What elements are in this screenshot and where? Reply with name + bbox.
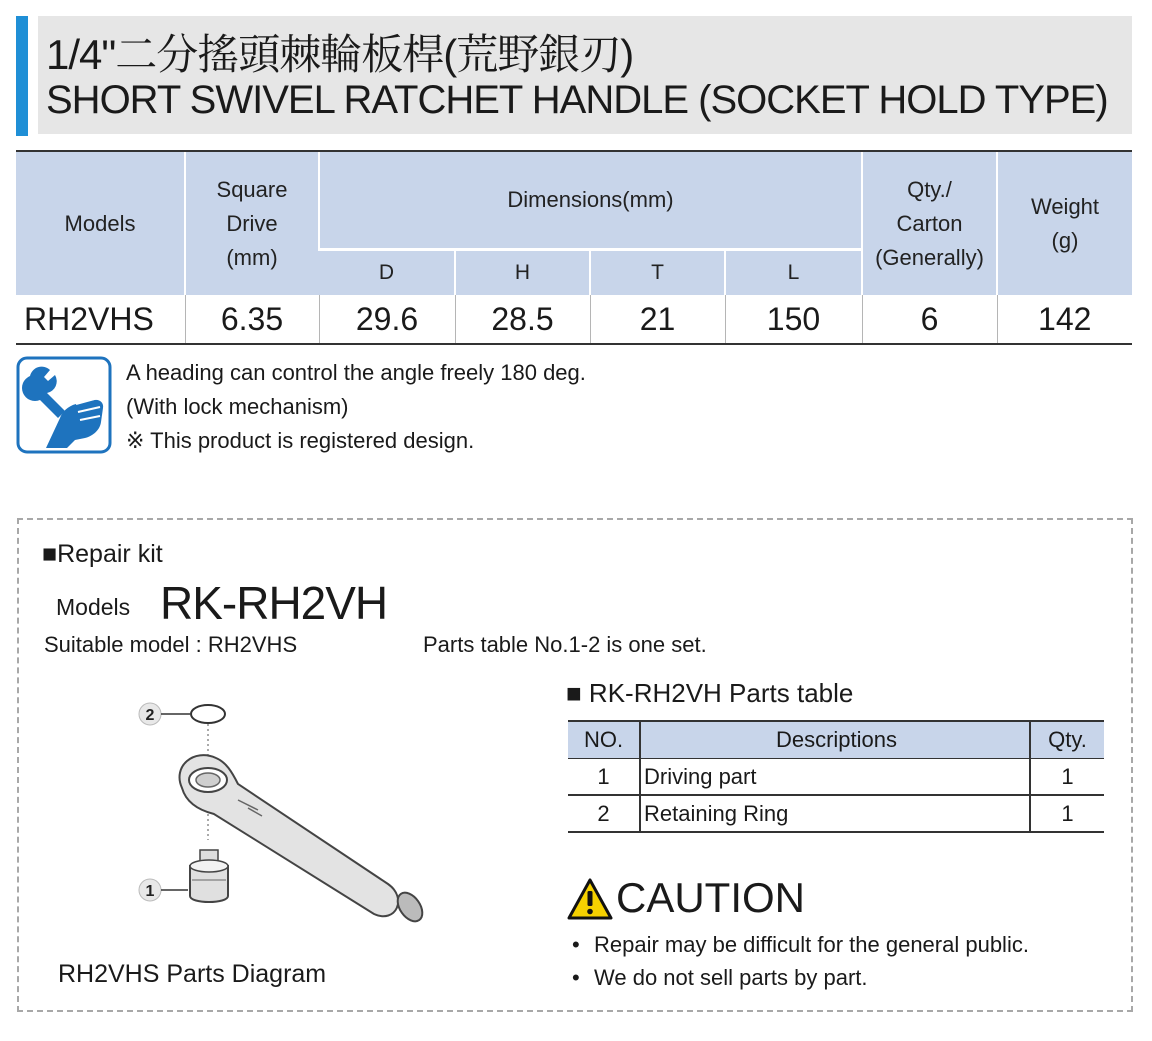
header-square-drive: Square Drive (mm) — [185, 151, 319, 295]
feature-description — [126, 356, 586, 458]
part-description: Retaining Ring — [640, 795, 1030, 832]
header-models: Models — [16, 151, 185, 295]
part-qty: 1 — [1030, 795, 1104, 832]
suitable-model: Suitable model : RH2VHS — [44, 632, 298, 657]
cell-dim-t: 21 — [590, 295, 725, 344]
product-title-english: SHORT SWIVEL RATCHET HANDLE (SOCKET HOLD TYPE) — [46, 78, 1108, 122]
header-weight: Weight (g) — [997, 151, 1132, 295]
callout-1: 1 — [145, 883, 155, 900]
repair-models-label: Models — [56, 594, 131, 620]
parts-table-heading: ■ RK-RH2VH Parts table — [566, 678, 854, 708]
feature-line: ※ This product is registered design. — [126, 428, 475, 453]
callout-2: 2 — [145, 707, 155, 724]
parts-header-descriptions: Descriptions — [640, 721, 1030, 759]
header-dim-t: T — [590, 250, 725, 296]
parts-set-note: Parts table No.1-2 is one set. — [423, 632, 707, 657]
driving-part — [190, 850, 228, 902]
spec-table — [16, 150, 1132, 345]
feature-line: (With lock mechanism) — [126, 394, 349, 419]
table-row — [568, 795, 1104, 832]
cell-square-drive: 6.35 — [185, 295, 319, 344]
parts-diagram — [120, 690, 460, 950]
caution-item: • We do not sell parts by part. — [572, 965, 868, 990]
table-row — [568, 759, 1104, 796]
repair-kit-heading: ■Repair kit — [42, 540, 163, 568]
feature-line: A heading can control the angle freely 180 deg. — [126, 360, 586, 385]
part-no: 2 — [568, 795, 640, 832]
header-qty-carton: Qty./ Carton (Generally) — [862, 151, 997, 295]
cell-weight: 142 — [997, 295, 1132, 344]
retaining-ring — [191, 705, 225, 723]
cell-dim-l: 150 — [725, 295, 862, 344]
repair-models-value: RK-RH2VH — [160, 577, 388, 629]
wrench-hand-icon — [16, 356, 112, 454]
diagram-caption: RH2VHS Parts Diagram — [58, 960, 327, 988]
part-description: Driving part — [640, 759, 1030, 796]
header-dimensions: Dimensions(mm) — [319, 151, 862, 250]
header-dim-d: D — [319, 250, 455, 296]
cell-dim-h: 28.5 — [455, 295, 590, 344]
caution-title: CAUTION — [616, 874, 805, 921]
cell-qty: 6 — [862, 295, 997, 344]
table-row — [16, 295, 1132, 344]
warning-triangle-icon — [567, 878, 613, 920]
product-title-chinese: 1/4"二分搖頭棘輪板桿(荒野銀刃) — [46, 31, 634, 78]
parts-header-qty: Qty. — [1030, 721, 1104, 759]
cell-dim-d: 29.6 — [319, 295, 455, 344]
part-qty: 1 — [1030, 759, 1104, 796]
cell-model: RH2VHS — [16, 295, 185, 344]
title-accent-bar — [16, 16, 28, 136]
caution-item: • Repair may be difficult for the general public. — [572, 932, 1029, 957]
header-dim-h: H — [455, 250, 590, 296]
part-no: 1 — [568, 759, 640, 796]
parts-header-no: NO. — [568, 721, 640, 759]
parts-table — [568, 720, 1104, 833]
caution-list — [572, 928, 1029, 994]
header-dim-l: L — [725, 250, 862, 296]
